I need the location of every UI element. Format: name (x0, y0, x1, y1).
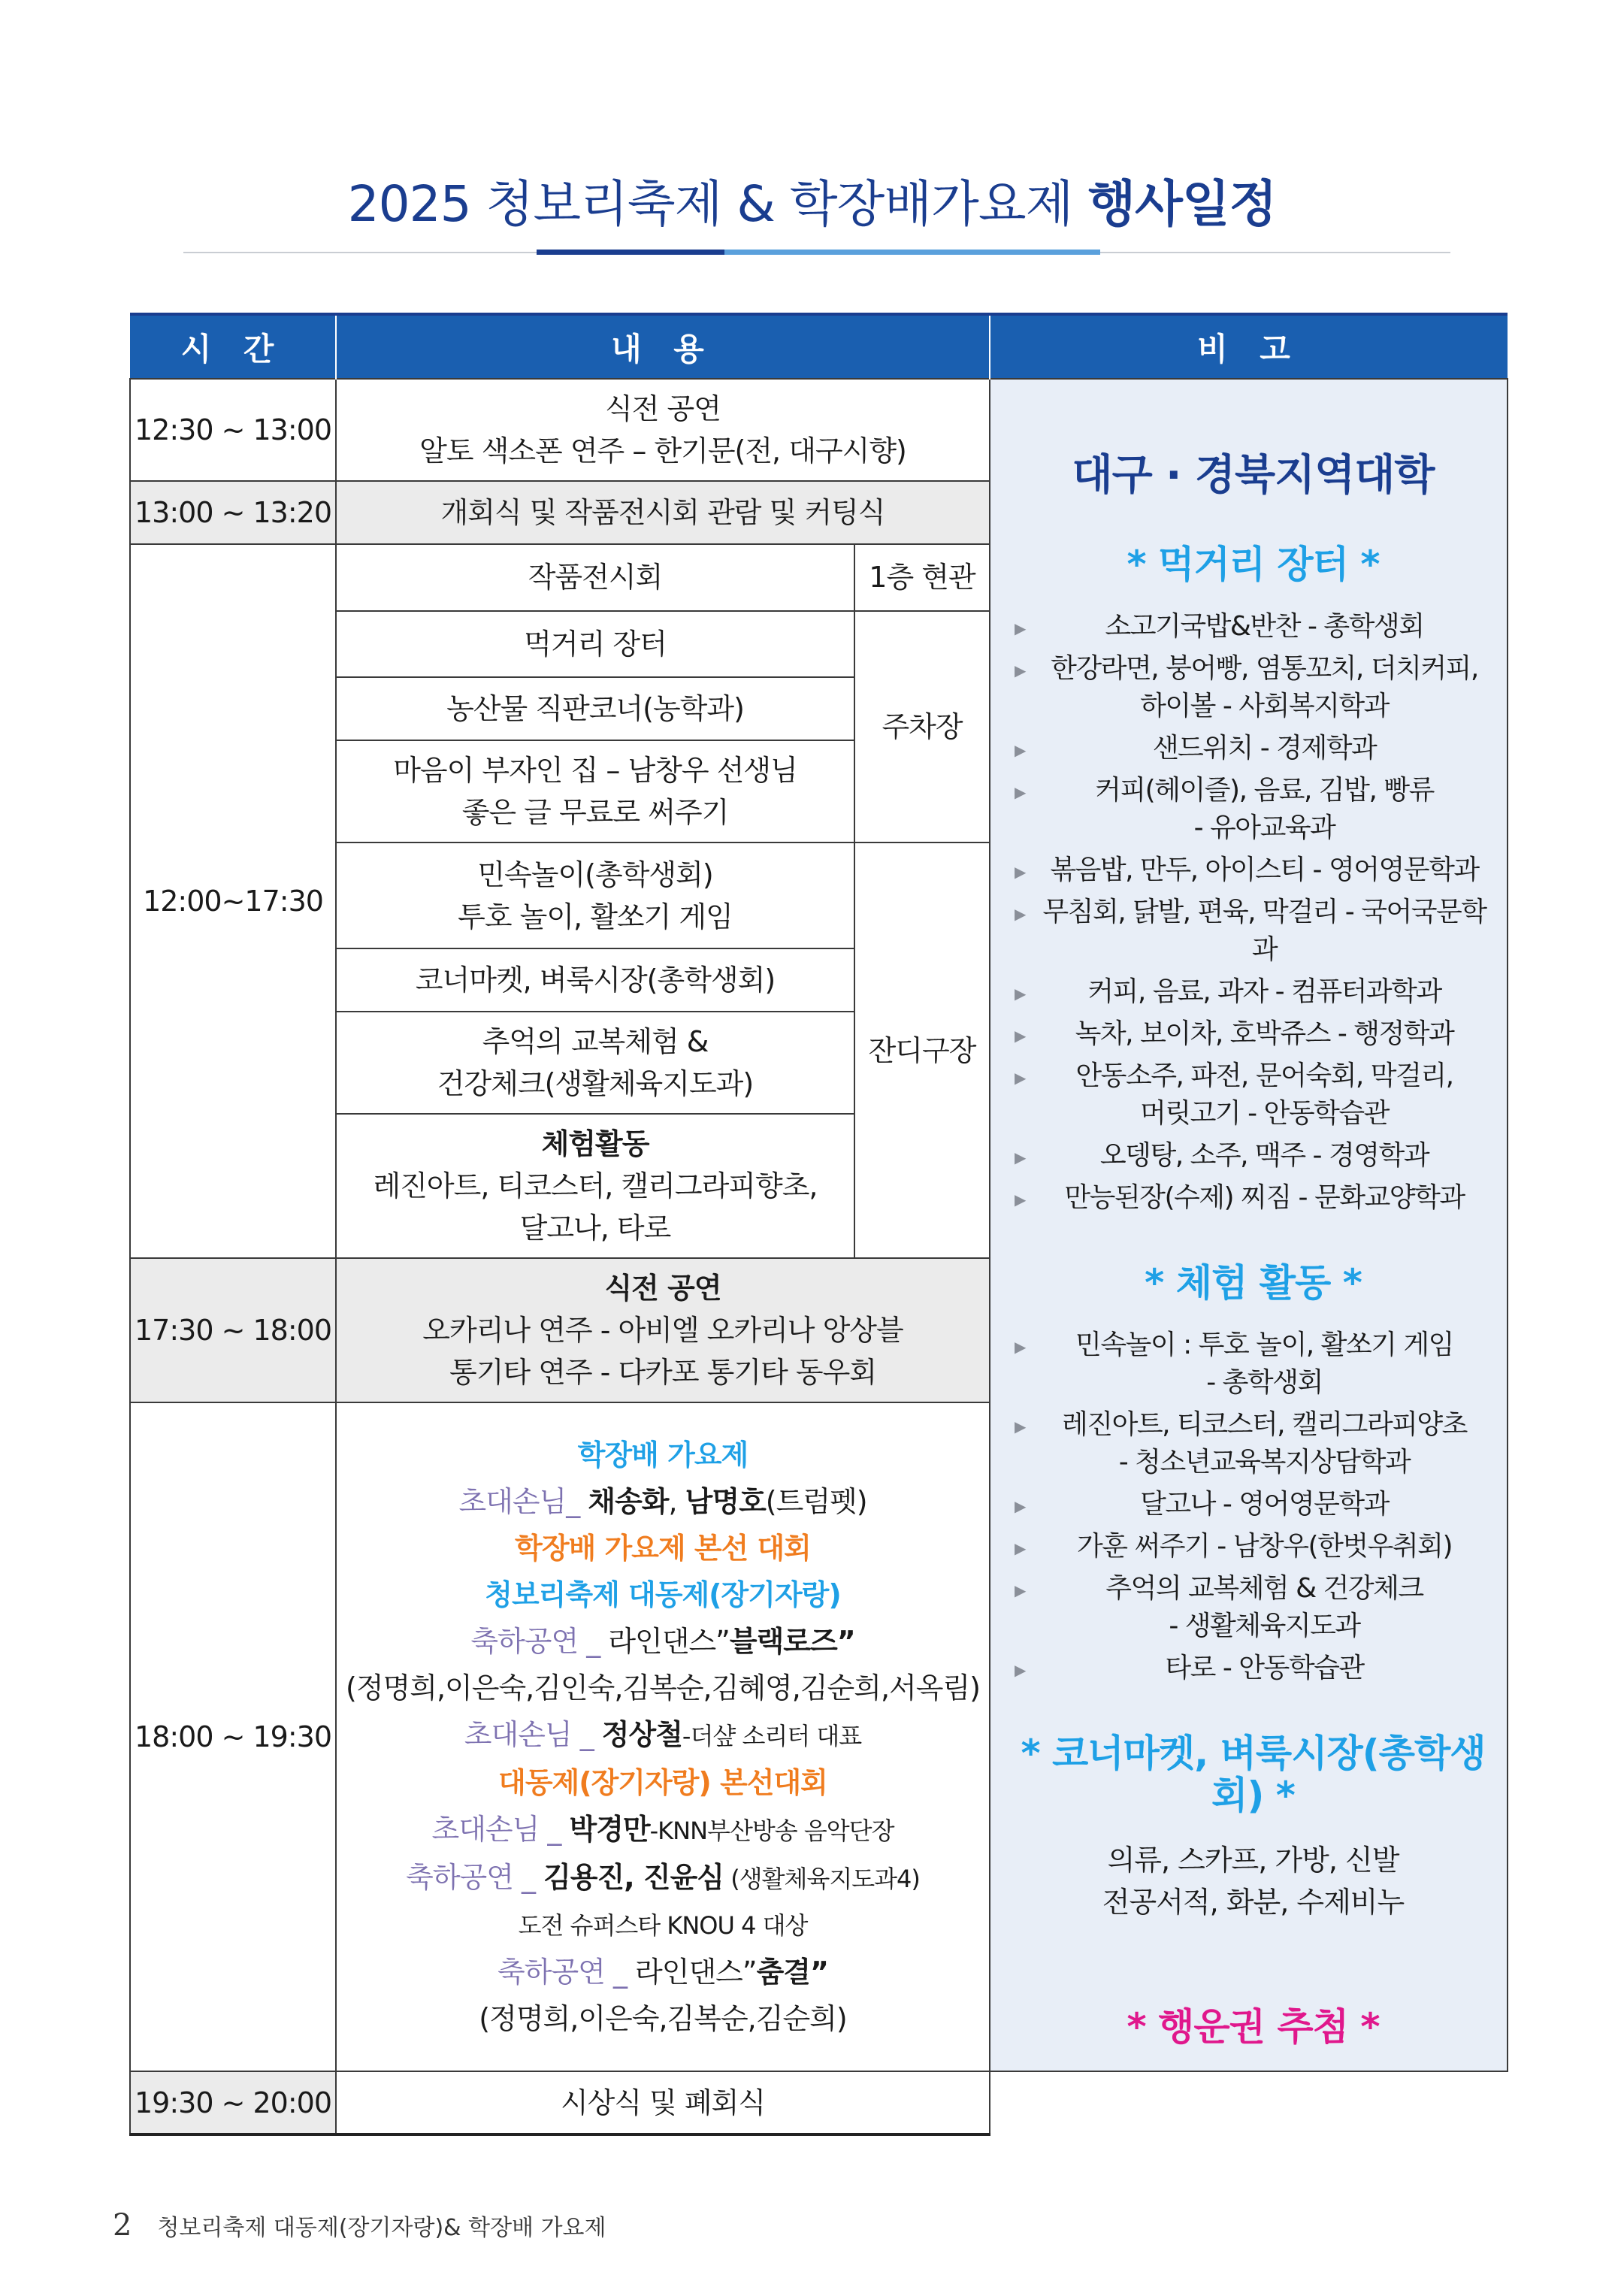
place-cell: 잔디구장 (854, 842, 990, 1258)
page-footer (113, 2208, 606, 2243)
content-line: 학장배 가요제 본선 대회 (515, 1532, 811, 1565)
content-line: 체험활동 (541, 1127, 649, 1160)
content-cell: 개회식 및 작품전시회 관람 및 커팅식 (336, 481, 990, 544)
content-cell (336, 1114, 854, 1258)
content-cell (336, 379, 990, 481)
list-item: ▶ 볶음밥, 만두, 아이스티 - 영어영문학과 (1015, 852, 1492, 889)
content-line: 초대손님 _ 정상철-더샾 소리터 대표 (464, 1718, 862, 1751)
content-cell (336, 1258, 990, 1402)
title-main: 2025 청보리축제 & 학장배가요제 (347, 175, 1088, 233)
list-item: ▶ 커피(헤이즐), 음료, 김밥, 빵류 - 유아교육과 (1015, 772, 1492, 847)
market-items (1015, 1839, 1492, 1923)
list-item: ▶ 추억의 교복체험 & 건강체크 - 생활체육지도과 (1015, 1570, 1492, 1645)
place-cell: 1층 현관 (854, 544, 990, 611)
content-line: 레진아트, 티코스터, 캘리그라피향초, (373, 1169, 818, 1202)
table-row (130, 379, 1508, 481)
content-cell: 코너마켓, 벼룩시장(총학생회) (336, 948, 854, 1012)
content-line: 식전 공연 (605, 392, 721, 425)
list-item: ▶ 무침회, 닭발, 편육, 막걸리 - 국어국문학과 (1015, 894, 1492, 969)
market-line: 전공서적, 화분, 수제비누 (1102, 1886, 1405, 1919)
time-cell: 18:00 ~ 19:30 (130, 1402, 336, 2071)
title-accent-bar-light (724, 250, 1100, 255)
content-line: 축하공연 _ 라인댄스”블랙로즈” (470, 1625, 855, 1658)
experience-title: * 체험 활동 * (1145, 1261, 1362, 1305)
content-cell (336, 1012, 854, 1114)
header-content: 내 용 (336, 314, 990, 379)
table-row (130, 2071, 1508, 2134)
content-line: 투호 놀이, 활쏘기 게임 (458, 900, 733, 933)
food-market-title: * 먹거리 장터 * (1127, 543, 1380, 586)
list-item: ▶ 샌드위치 - 경제학과 (1015, 730, 1492, 767)
time-cell: 19:30 ~ 20:00 (130, 2071, 336, 2134)
content-cell (336, 842, 854, 948)
title-bold: 행사일정 (1087, 175, 1277, 233)
note-cell (990, 379, 1508, 2071)
content-line: 통기타 연주 - 다카포 통기타 동우회 (449, 1356, 877, 1389)
content-line: 오카리나 연주 - 아비엘 오카리나 앙상블 (422, 1314, 903, 1347)
page-number: 2 (113, 2208, 132, 2243)
content-line: (정명희,이은숙,김인숙,김복순,김혜영,김순희,서옥림) (346, 1671, 980, 1705)
content-line: 학장배 가요제 (577, 1438, 748, 1472)
time-cell: 12:30 ~ 13:00 (130, 379, 336, 481)
list-item: ▶ 커피, 음료, 과자 - 컴퓨터과학과 (1015, 973, 1492, 1011)
list-item: ▶ 민속놀이 : 투호 놀이, 활쏘기 게임 - 총학생회 (1015, 1327, 1492, 1402)
list-item: ▶ 안동소주, 파전, 문어숙회, 막걸리, 머릿고기 - 안동학습관 (1015, 1057, 1492, 1133)
content-line: 마음이 부자인 집 – 남창우 선생님 (393, 754, 797, 788)
list-item: ▶ 달고나 - 영어영문학과 (1015, 1486, 1492, 1523)
experience-list (1015, 1327, 1492, 1687)
list-item: ▶ 오뎅탕, 소주, 맥주 - 경영학과 (1015, 1137, 1492, 1175)
content-line: 건강체크(생활체육지도과) (437, 1067, 754, 1100)
content-line: 달고나, 타로 (519, 1212, 671, 1245)
food-list (1015, 608, 1492, 1217)
page-title (0, 164, 1624, 235)
content-cell (336, 740, 854, 842)
time-cell: 12:00~17:30 (130, 544, 336, 1258)
note-region-title: 대구 · 경북지역대학 (1072, 451, 1435, 500)
content-cell (336, 1402, 990, 2071)
content-line: 축하공연 _ 라인댄스”춤결” (497, 1956, 828, 1989)
list-item: ▶ 레진아트, 티코스터, 캘리그라피양초 - 청소년교육복지상담학과 (1015, 1406, 1492, 1481)
content-cell: 작품전시회 (336, 544, 854, 611)
list-item: ▶ 소고기국밥&반찬 - 총학생회 (1015, 608, 1492, 646)
list-item: ▶ 한강라면, 붕어빵, 염통꼬치, 더치커피, 하이볼 - 사회복지학과 (1015, 650, 1492, 725)
content-line: 대동제(장기자랑) 본선대회 (498, 1766, 827, 1799)
table-header-row (130, 314, 1508, 379)
place-cell: 주차장 (854, 611, 990, 843)
content-line: 좋은 글 무료로 써주기 (461, 796, 729, 830)
footer-text: 청보리축제 대동제(장기자랑)& 학장배 가요제 (157, 2215, 606, 2241)
content-cell: 농산물 직판코너(농학과) (336, 677, 854, 740)
time-cell: 13:00 ~ 13:20 (130, 481, 336, 544)
header-time: 시 간 (130, 314, 336, 379)
list-item: ▶ 타로 - 안동학습관 (1015, 1650, 1492, 1687)
content-line: 초대손님 _ 박경만-KNN부산방송 음악단장 (431, 1813, 894, 1846)
schedule-table (129, 313, 1508, 2136)
content-line: 알토 색소폰 연주 – 한기문(전, 대구시향) (419, 434, 906, 467)
content-line: (정명희,이은숙,김복순,김순희) (479, 2002, 847, 2035)
list-item: ▶ 만능된장(수제) 찌짐 - 문화교양학과 (1015, 1179, 1492, 1217)
content-line: 민속놀이(총학생회) (477, 858, 713, 891)
market-line: 의류, 스카프, 가방, 신발 (1107, 1844, 1399, 1877)
header-note: 비 고 (990, 314, 1508, 379)
content-line: 초대손님_ 채송화, 남명호(트럼펫) (458, 1485, 867, 1518)
content-line: 축하공연 _ 김용진, 진윤심 (생활체육지도과4) (406, 1861, 920, 1894)
content-line: 도전 슈퍼스타 KNOU 4 대상 (518, 1911, 808, 1940)
corner-market-title: * 코너마켓, 벼룩시장(총학생회) * (1021, 1732, 1486, 1817)
content-cell: 시상식 및 폐회식 (336, 2071, 990, 2134)
content-line: 추억의 교복체험 & (482, 1025, 709, 1058)
content-line: 청보리축제 대동제(장기자랑) (485, 1578, 841, 1611)
content-cell: 먹거리 장터 (336, 611, 854, 678)
title-accent-bar (537, 250, 724, 255)
list-item: ▶ 가훈 써주기 - 남창우(한벗우취회) (1015, 1528, 1492, 1565)
time-cell: 17:30 ~ 18:00 (130, 1258, 336, 1402)
lucky-draw-title: * 행운권 추첨 * (1127, 2005, 1380, 2049)
content-line: 식전 공연 (604, 1272, 721, 1305)
list-item: ▶ 녹차, 보이차, 호박쥬스 - 행정학과 (1015, 1015, 1492, 1053)
